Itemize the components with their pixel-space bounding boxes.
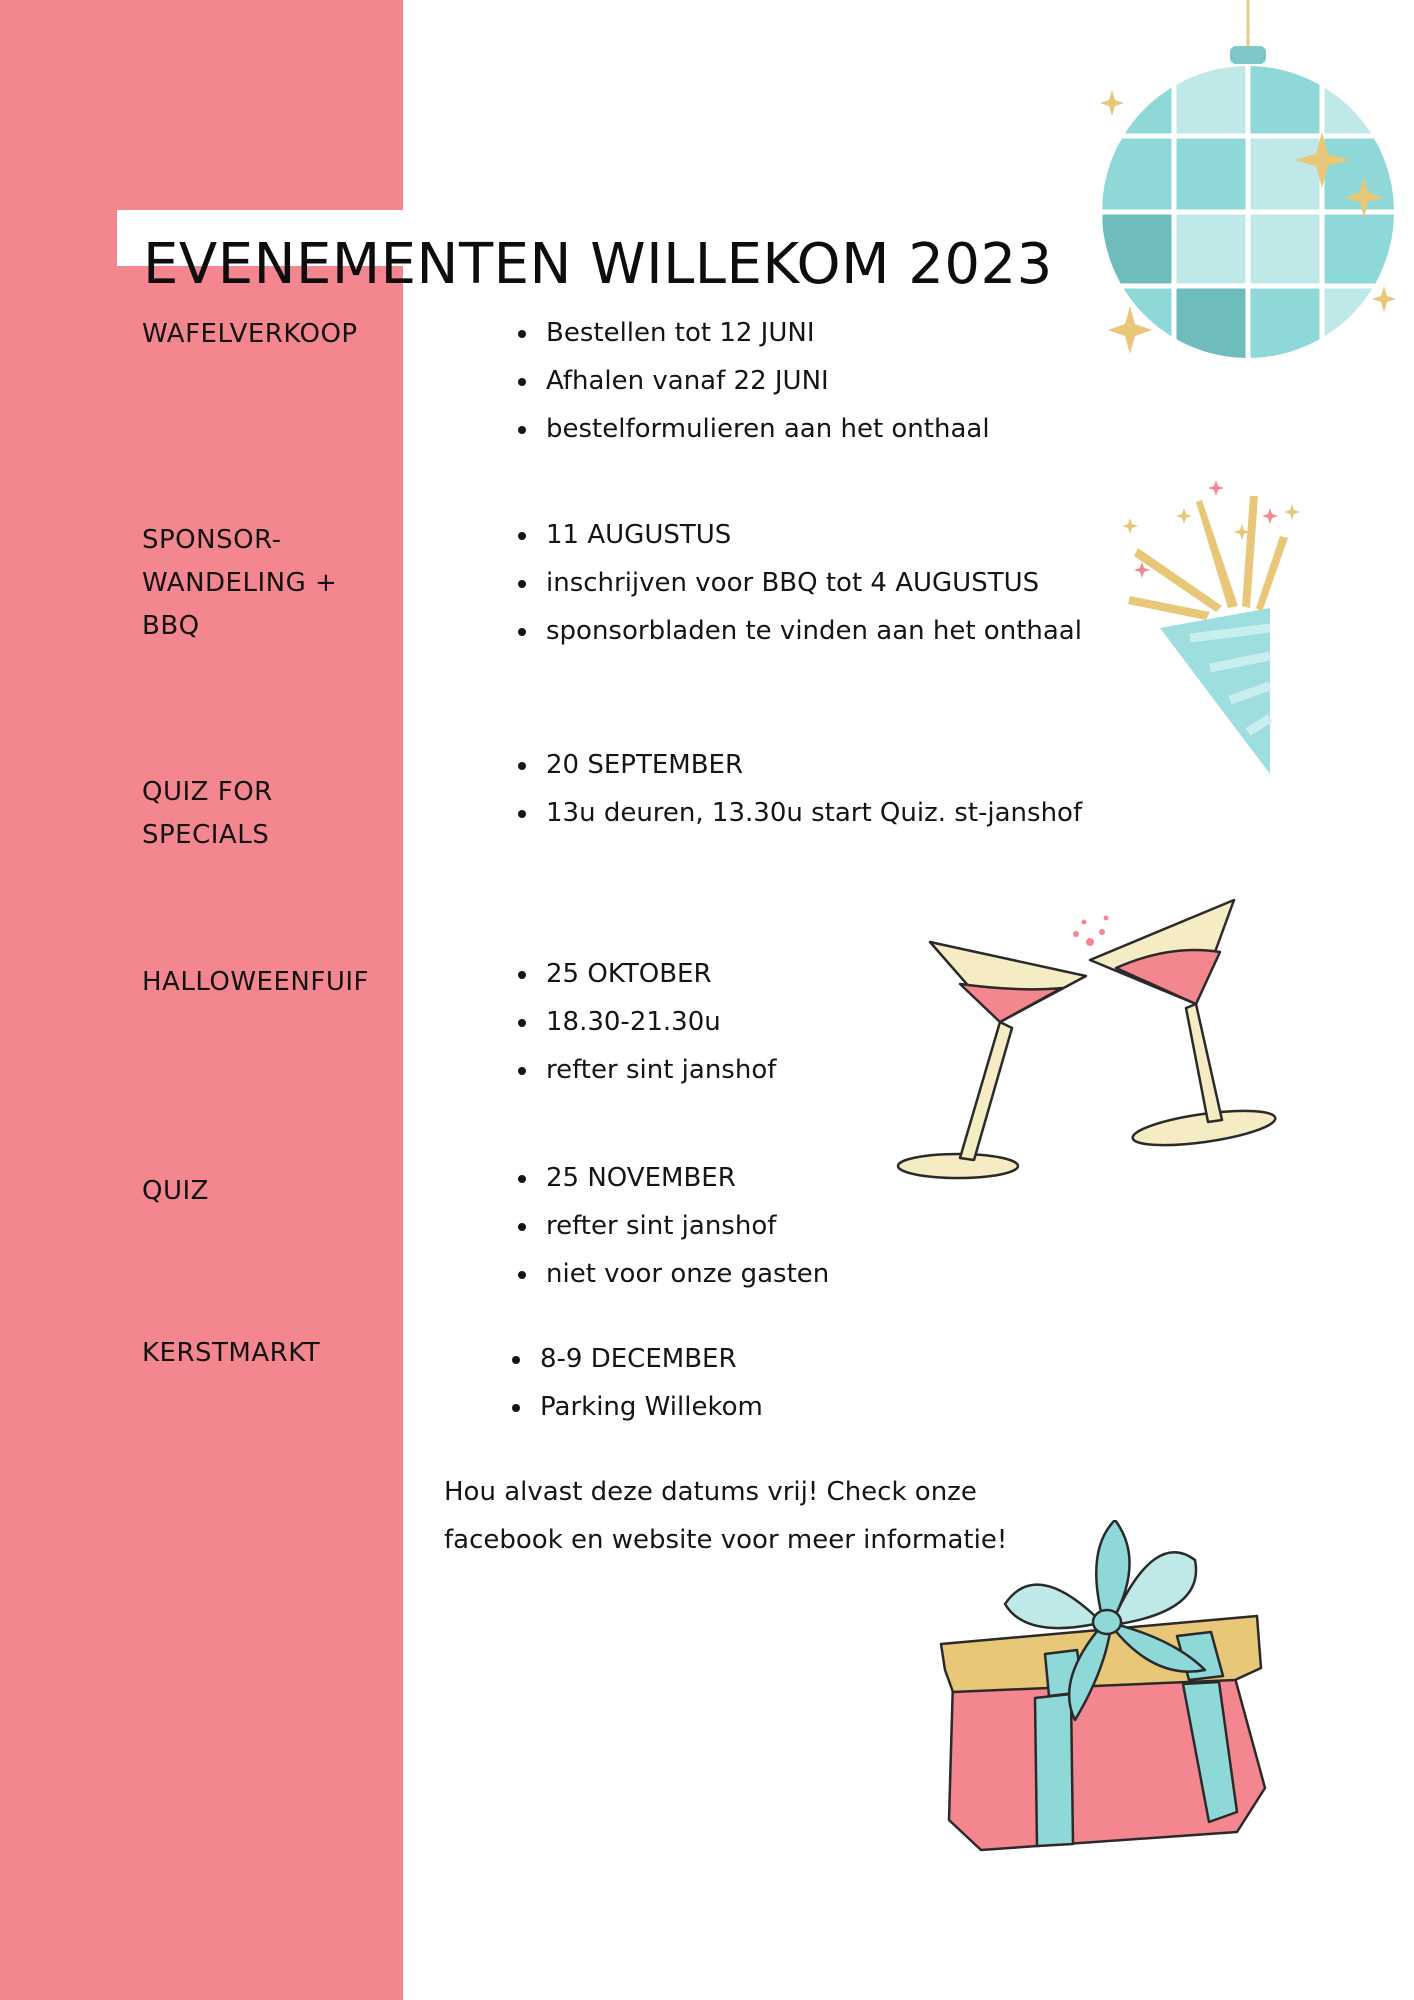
gift-box-icon: [935, 1520, 1275, 1860]
party-popper-icon: [1120, 478, 1320, 778]
list-item: 11 AUGUSTUS: [512, 511, 1082, 559]
event-label-kerstmarkt: KERSTMARKT: [142, 1338, 321, 1368]
event-list-wafelverkoop: [512, 309, 990, 453]
list-item: 18.30-21.30u: [512, 998, 776, 1046]
list-item: 25 OKTOBER: [512, 950, 776, 998]
list-item: 20 SEPTEMBER: [512, 741, 1082, 789]
list-item: sponsorbladen te vinden aan het onthaal: [512, 607, 1082, 655]
list-item: inschrijven voor BBQ tot 4 AUGUSTUS: [512, 559, 1082, 607]
event-label-quiz-for-specials: QUIZ FOR SPECIALS: [142, 777, 273, 850]
event-label-quiz: QUIZ: [142, 1176, 209, 1206]
list-item: Parking Willekom: [506, 1383, 763, 1431]
list-item: bestelformulieren aan het onthaal: [512, 405, 990, 453]
page-title: EVENEMENTEN WILLEKOM 2023: [143, 231, 1053, 297]
event-label-wafelverkoop: WAFELVERKOOP: [142, 319, 358, 349]
list-item: Afhalen vanaf 22 JUNI: [512, 357, 990, 405]
event-label-halloweenfuif: HALLOWEENFUIF: [142, 967, 369, 997]
event-list-halloweenfuif: [512, 950, 776, 1094]
list-item: refter sint janshof: [512, 1046, 776, 1094]
event-list-kerstmarkt: [506, 1335, 763, 1431]
list-item: refter sint janshof: [512, 1202, 829, 1250]
list-item: 8-9 DECEMBER: [506, 1335, 763, 1383]
list-item: 25 NOVEMBER: [512, 1154, 829, 1202]
event-list-quiz-for-specials: [512, 741, 1082, 837]
event-label-sponsorwandeling: SPONSOR- WANDELING + BBQ: [142, 525, 338, 641]
event-list-sponsorwandeling: [512, 511, 1082, 655]
list-item: 13u deuren, 13.30u start Quiz. st-janshof: [512, 789, 1082, 837]
list-item: niet voor onze gasten: [512, 1250, 829, 1298]
event-list-quiz: [512, 1154, 829, 1298]
list-item: Bestellen tot 12 JUNI: [512, 309, 990, 357]
disco-ball-icon: [1090, 0, 1410, 370]
footer-note: Hou alvast deze datums vrij! Check onze facebook en website voor meer informatie!: [444, 1477, 1008, 1555]
champagne-glasses-icon: [890, 888, 1310, 1200]
